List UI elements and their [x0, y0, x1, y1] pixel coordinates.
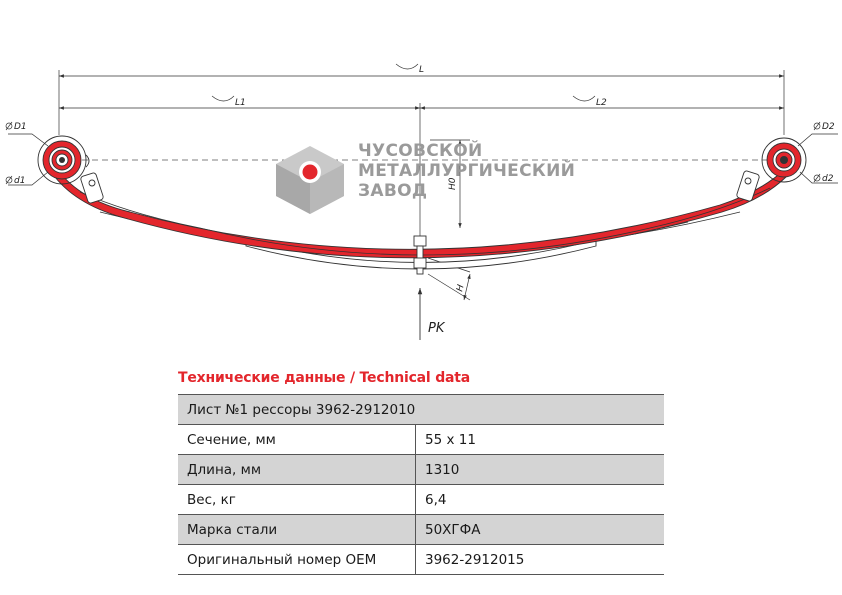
spec-label: Оригинальный номер OEM	[178, 545, 416, 575]
spec-label: Марка стали	[178, 515, 416, 545]
spec-label: Длина, мм	[178, 455, 416, 485]
dim-label-pk: PK	[428, 321, 445, 336]
dim-label-h0: H0	[448, 177, 458, 190]
dim-label-d2-outer: D2	[822, 122, 835, 132]
dim-label-d2-inner: d2	[822, 174, 834, 184]
spec-value: 55 x 11	[416, 425, 665, 455]
spec-row	[178, 455, 664, 485]
spec-row	[178, 515, 664, 545]
spec-label: Вес, кг	[178, 485, 416, 515]
spec-value: 50ХГФА	[416, 515, 665, 545]
logo-line-3: ЗАВОД	[358, 181, 428, 201]
dim-label-h: H	[455, 283, 467, 293]
dim-label-d1-outer: D1	[14, 122, 27, 132]
spec-value: 6,4	[416, 485, 665, 515]
spec-header: Лист №1 рессоры 3962-2912010	[178, 395, 664, 425]
dim-label-l2: L2	[596, 98, 607, 108]
spec-row	[178, 425, 664, 455]
cube-logo-icon	[276, 146, 344, 214]
dim-label-l1: L1	[235, 98, 246, 108]
spec-value: 1310	[416, 455, 665, 485]
dim-label-d1-inner: d1	[14, 176, 26, 186]
dim-label-l: L	[419, 65, 425, 75]
spec-value: 3962-2912015	[416, 545, 665, 575]
spec-row	[178, 485, 664, 515]
spec-row	[178, 545, 664, 575]
spec-header-row	[178, 395, 664, 425]
logo-line-1: ЧУСОВСКОЙ	[358, 141, 483, 161]
spec-table	[178, 394, 664, 575]
logo-line-2: МЕТАЛЛУРГИЧЕСКИЙ	[358, 161, 576, 181]
right-eye	[762, 138, 806, 182]
spec-title: Технические данные / Technical data	[178, 370, 471, 386]
spec-label: Сечение, мм	[178, 425, 416, 455]
